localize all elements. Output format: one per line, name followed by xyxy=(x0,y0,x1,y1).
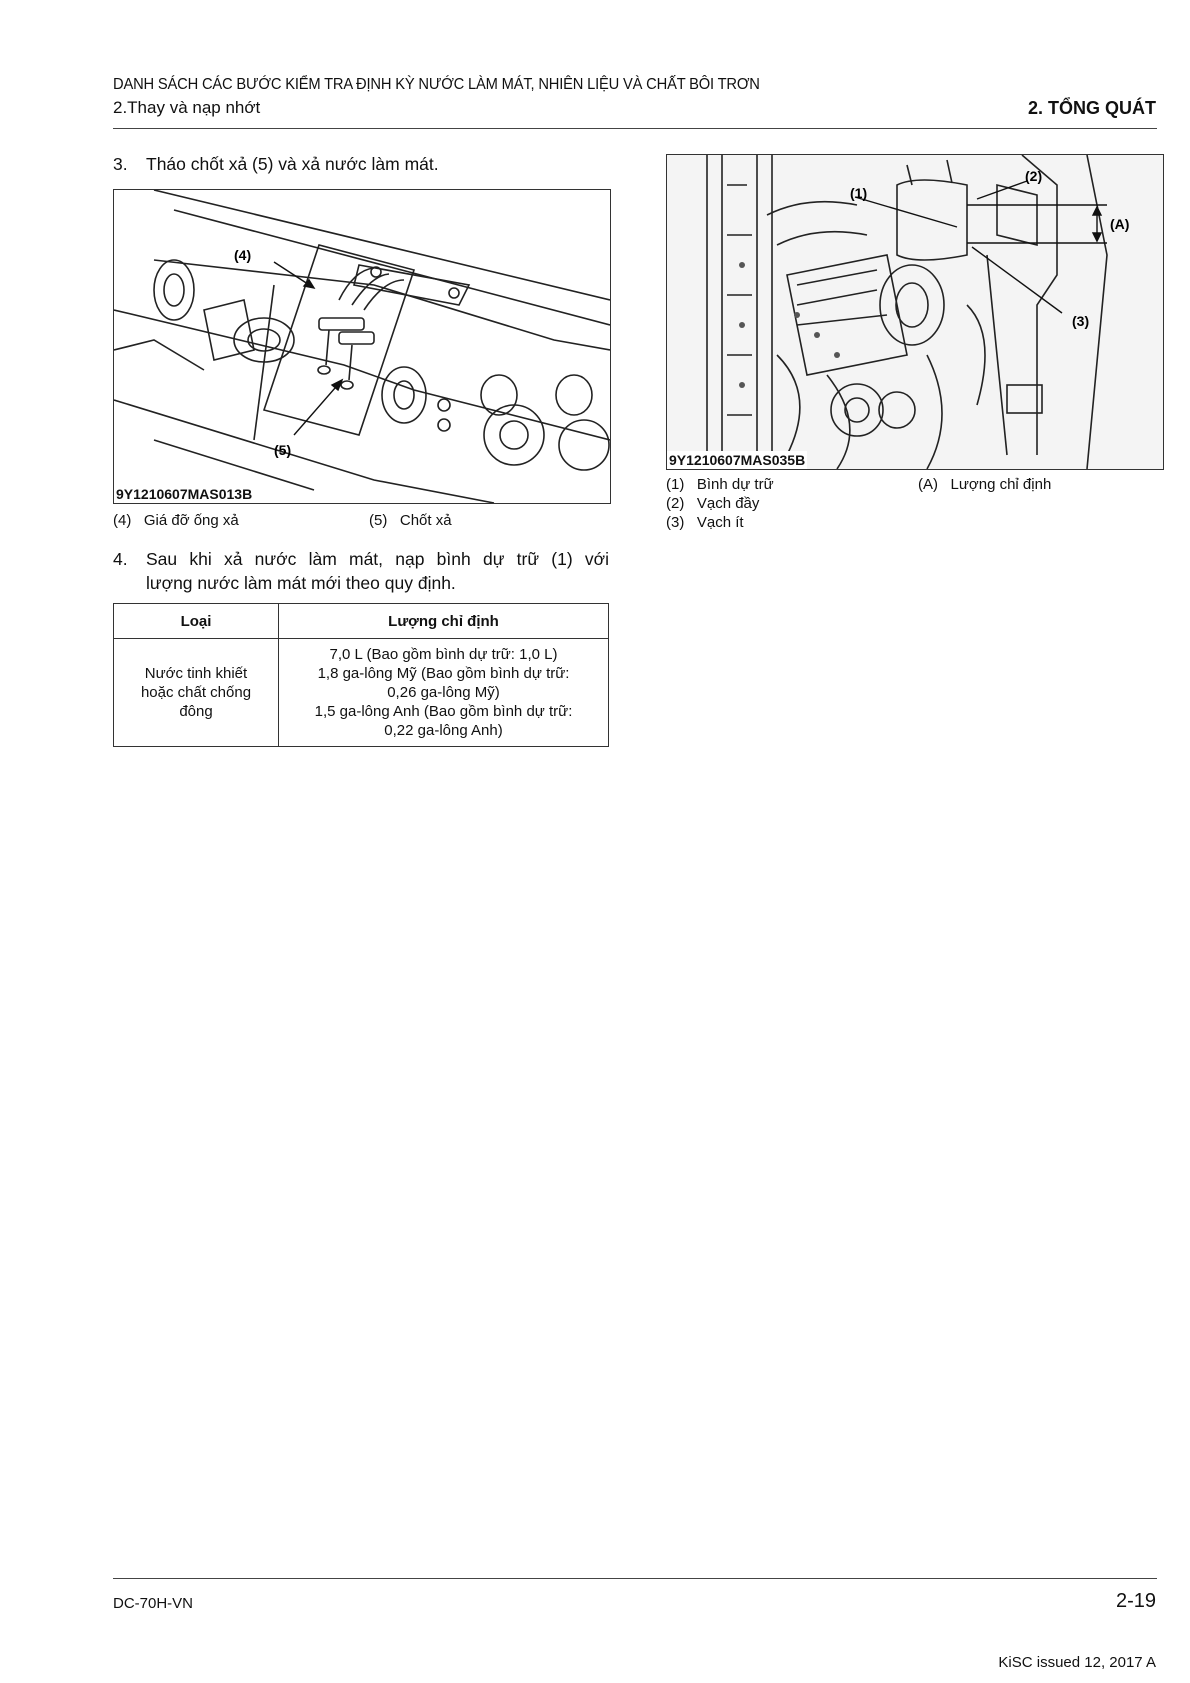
cell-line: 0,26 ga-lông Mỹ) xyxy=(387,684,500,701)
header-title: DANH SÁCH CÁC BƯỚC KIỂM TRA ĐỊNH KỲ NƯỚC LÀM MÁT, NHIÊN LIỆU VÀ CHẤT BÔI TRƠN xyxy=(113,76,760,93)
caption-number: (2) xyxy=(666,495,685,512)
cell-line: 1,5 ga-lông Anh (Bao gồm bình dự trữ: xyxy=(314,703,573,720)
figure-id: 9Y1210607MAS013B xyxy=(116,486,253,502)
caption-4 xyxy=(113,512,239,529)
cell-amount xyxy=(279,639,609,747)
cell-line: Nước tinh khiết xyxy=(144,665,248,682)
issued-note: KiSC issued 12, 2017 A xyxy=(998,1654,1156,1671)
callout-1: (1) xyxy=(850,185,868,201)
caption-number: (4) xyxy=(113,512,132,529)
caption-a xyxy=(918,476,1051,493)
step-text-line1: Sau khi xả nước làm mát, nạp bình dự trữ (1) với xyxy=(146,549,609,569)
step-3 xyxy=(113,152,613,178)
cell-line: 1,8 ga-lông Mỹ (Bao gồm bình dự trữ: xyxy=(317,665,570,682)
step-number: 4. xyxy=(113,549,128,569)
coolant-spec-table xyxy=(113,603,609,747)
callout-3: (3) xyxy=(1072,313,1090,329)
cell-line: hoặc chất chống xyxy=(140,684,252,701)
footer-rule xyxy=(113,1578,1157,1579)
figure-id: 9Y1210607MAS035B xyxy=(669,452,806,468)
table-header-row xyxy=(114,604,609,639)
caption-text: Giá đỡ ống xả xyxy=(143,512,239,529)
figure-reserve-tank xyxy=(666,154,1164,470)
step-number: 3. xyxy=(113,154,128,174)
caption-number: (1) xyxy=(666,476,685,493)
doc-code: DC-70H-VN xyxy=(113,1595,194,1612)
cell-line: đông xyxy=(179,703,213,720)
step-text: Tháo chốt xả (5) và xả nước làm mát. xyxy=(146,154,439,174)
caption-2 xyxy=(666,495,759,512)
callout-5: (5) xyxy=(274,442,292,458)
caption-1 xyxy=(666,476,774,493)
caption-text: Vạch ít xyxy=(696,514,744,531)
section-title: 2. TỔNG QUÁT xyxy=(1027,98,1156,118)
caption-5 xyxy=(369,512,452,529)
reserve-tank-illustration xyxy=(667,155,1163,469)
callout-4: (4) xyxy=(234,247,252,263)
callout-a: (A) xyxy=(1110,216,1130,232)
cell-type xyxy=(114,639,279,747)
table-row xyxy=(114,639,609,747)
caption-text: Bình dự trữ xyxy=(696,476,774,493)
header-subtitle: 2.Thay và nạp nhớt xyxy=(113,98,261,117)
page-number: 2-19 xyxy=(1115,1590,1156,1612)
callout-2: (2) xyxy=(1025,168,1043,184)
drain-plug-illustration xyxy=(114,190,610,503)
caption-number: (A) xyxy=(918,476,938,493)
caption-text: Chốt xả xyxy=(399,512,452,529)
column-header-type: Loại xyxy=(114,604,279,639)
caption-number: (5) xyxy=(369,512,388,529)
caption-number: (3) xyxy=(666,514,685,531)
caption-text: Vạch đầy xyxy=(696,495,760,512)
cell-line: 0,22 ga-lông Anh) xyxy=(384,722,503,739)
step-text-line2: lượng nước làm mát mới theo quy định. xyxy=(146,573,456,593)
column-header-amount: Lượng chỉ định xyxy=(279,604,609,639)
caption-3 xyxy=(666,514,744,531)
caption-text: Lượng chỉ định xyxy=(950,476,1052,493)
header-rule xyxy=(113,128,1157,129)
figure-drain-plug xyxy=(113,189,611,504)
cell-line: 7,0 L (Bao gồm bình dự trữ: 1,0 L) xyxy=(329,646,558,663)
step-4 xyxy=(113,547,613,599)
